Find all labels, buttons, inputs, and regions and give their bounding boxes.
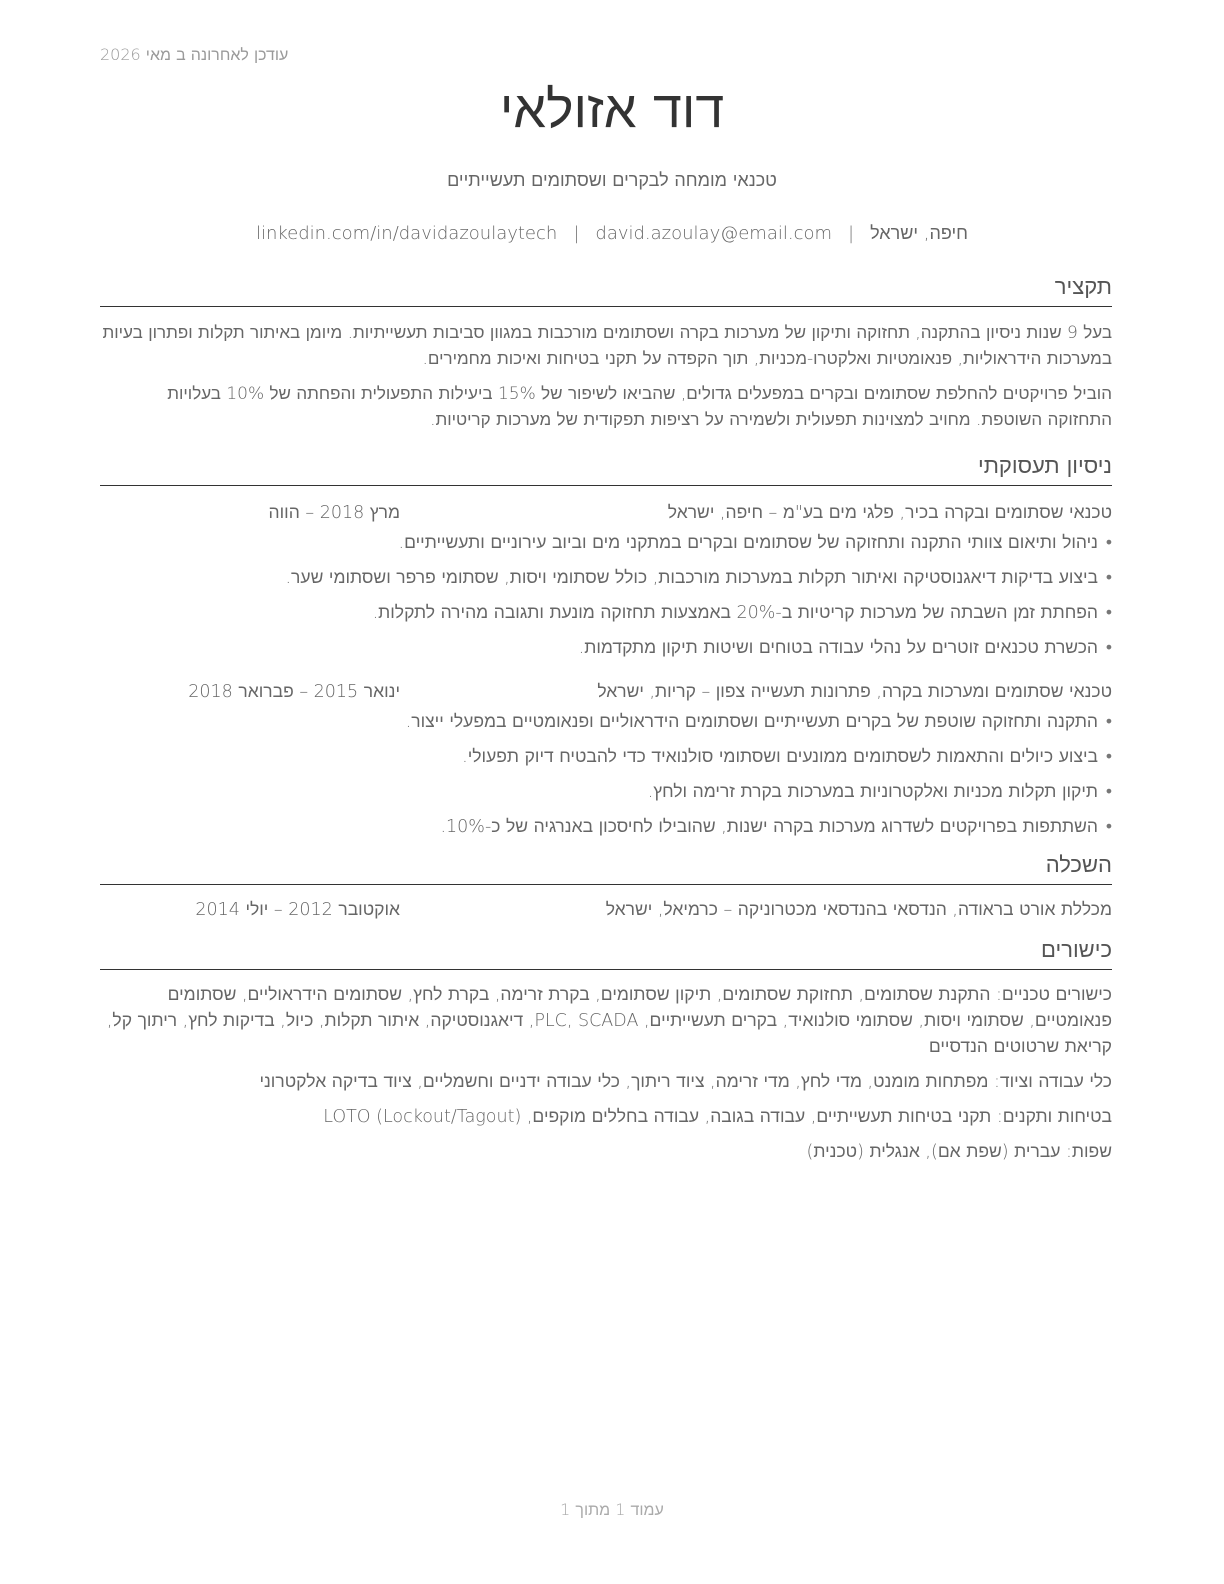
job-bullet: • השתתפות בפרויקטים לשדרוג מערכות בקרה ישנות, שהובילו לחיסכון באנרגיה של כ-10%.	[100, 814, 1112, 840]
resume-content	[100, 272, 1112, 1174]
education-section	[100, 850, 1112, 923]
contact-separator: |	[848, 223, 855, 244]
education-dates: אוקטובר 2012 – יולי 2014	[195, 900, 400, 920]
summary-heading: תקציר	[100, 272, 1112, 307]
skills-heading: כישורים	[100, 935, 1112, 970]
education-institution: מכללת אורט בראודה, הנדסאי בהנדסאי מכטרוניקה – כרמיאל, ישראל	[605, 900, 1112, 920]
candidate-name: דוד אזולאי	[499, 80, 725, 140]
job-bullet: • ביצוע בדיקות דיאגנוסטיקה ואיתור תקלות במערכות מורכבות, כולל שסתומי ויסות, שסתומי פרפר ושסתומי שער.	[100, 565, 1112, 591]
job-bullet: • התקנה ותחזוקה שוטפת של בקרים תעשייתיים ושסתומים הידראוליים ופנאומטיים במפעלי ייצור.	[100, 709, 1112, 735]
linkedin-link[interactable]: linkedin.com/in/davidazoulaytech	[255, 223, 558, 244]
skills-technical: כישורים טכניים: התקנת שסתומים, תחזוקת שסתומים, תיקון שסתומים, בקרת זרימה, בקרת לחץ, שסתומים הידראוליים, שסתומים פנאומטיים, שסתומי ויסות, שסתומי סולנואיד, בקרים תעשייתיים, PLC, SCADA, דיאגנוסטיקה, איתור תקלות, כיול, בדיקות לחץ, ריתוך קל, קריאת שרטוטים הנדסיים	[106, 985, 1112, 1057]
job-header	[100, 500, 1112, 526]
candidate-subtitle: טכנאי מומחה לבקרים ושסתומים תעשייתיים	[447, 170, 777, 191]
job-bullet: • הפחתת זמן השבתה של מערכות קריטיות ב-20% באמצעות תחזוקה מונעת ותגובה מהירה לתקלות.	[100, 600, 1112, 626]
job-bullet: • הכשרת טכנאים זוטרים על נהלי עבודה בטוחים ושיטות תיקון מתקדמות.	[100, 635, 1112, 661]
job-bullet: • תיקון תקלות מכניות ואלקטרוניות במערכות בקרת זרימה ולחץ.	[100, 779, 1112, 805]
job-dates: מרץ 2018 – הווה	[268, 503, 400, 523]
skills-safety: בטיחות ותקנים: תקני בטיחות תעשייתיים, עבודה בגובה, עבודה בחללים מוקפים, LOTO (Lockout/Tagout)	[323, 1107, 1112, 1127]
job-title: טכנאי שסתומים ובקרה בכיר, פלגי מים בע"מ – חיפה, ישראל	[667, 503, 1112, 523]
contact-line	[0, 223, 1224, 244]
job-bullet: • ביצוע כיולים והתאמות לשסתומים ממונעים ושסתומי סולנואיד כדי להבטיח דיוק תפעולי.	[100, 744, 1112, 770]
experience-heading: ניסיון תעסוקתי	[100, 451, 1112, 486]
job-entry	[100, 500, 1112, 661]
summary-paragraph: בעל 9 שנות ניסיון בהתקנה, תחזוקה ותיקון של מערכות בקרה ושסתומים מורכבות במגוון סביבות תעשייתיות. מיומן באיתור תקלות ופתרון בעיות במערכות הידראוליות, פנאומטיות ואלקטרו-מכניות, תוך הקפדה על תקני בטיחות ואיכות מחמירים.	[102, 323, 1112, 369]
skills-tools: כלי עבודה וציוד: מפתחות מומנט, מדי לחץ, מדי זרימה, ציוד ריתוך, כלי עבודה ידניים וחשמליים, ציוד בדיקה אלקטרוני	[259, 1072, 1112, 1092]
experience-section	[100, 451, 1112, 840]
job-title: טכנאי שסתומים ומערכות בקרה, פתרונות תעשייה צפון – קריות, ישראל	[597, 682, 1112, 702]
skills-section	[100, 935, 1112, 1165]
education-entry	[100, 897, 1112, 923]
skills-languages: שפות: עברית (שפת אם), אנגלית (טכנית)	[806, 1142, 1112, 1162]
job-entry	[100, 679, 1112, 840]
last-updated-text: עודכן לאחרונה ב מאי 2026	[100, 45, 289, 64]
job-dates: ינואר 2015 – פברואר 2018	[188, 682, 400, 702]
summary-section	[100, 272, 1112, 433]
summary-paragraph: הוביל פרויקטים להחלפת שסתומים ובקרים במפעלים גדולים, שהביאו לשיפור של 15% ביעילות התפעולית והפחתה של 10% בעלויות התחזוקה השוטפת. מחויב למצוינות תפעולית ולשמירה על רציפות תפקודית של מערכות קריטיות.	[167, 384, 1112, 430]
contact-separator: |	[573, 223, 580, 244]
job-header	[100, 679, 1112, 705]
location-text: חיפה, ישראל	[870, 223, 969, 244]
job-bullet: • ניהול ותיאום צוותי התקנה ותחזוקה של שסתומים ובקרים במתקני מים וביוב עירוניים ותעשייתיים.	[100, 530, 1112, 556]
job-bullets	[100, 530, 1112, 661]
education-heading: השכלה	[100, 850, 1112, 885]
page-number: עמוד 1 מתוך 1	[560, 1500, 664, 1519]
job-bullets	[100, 709, 1112, 840]
email-link[interactable]: david.azoulay@email.com	[595, 223, 833, 244]
